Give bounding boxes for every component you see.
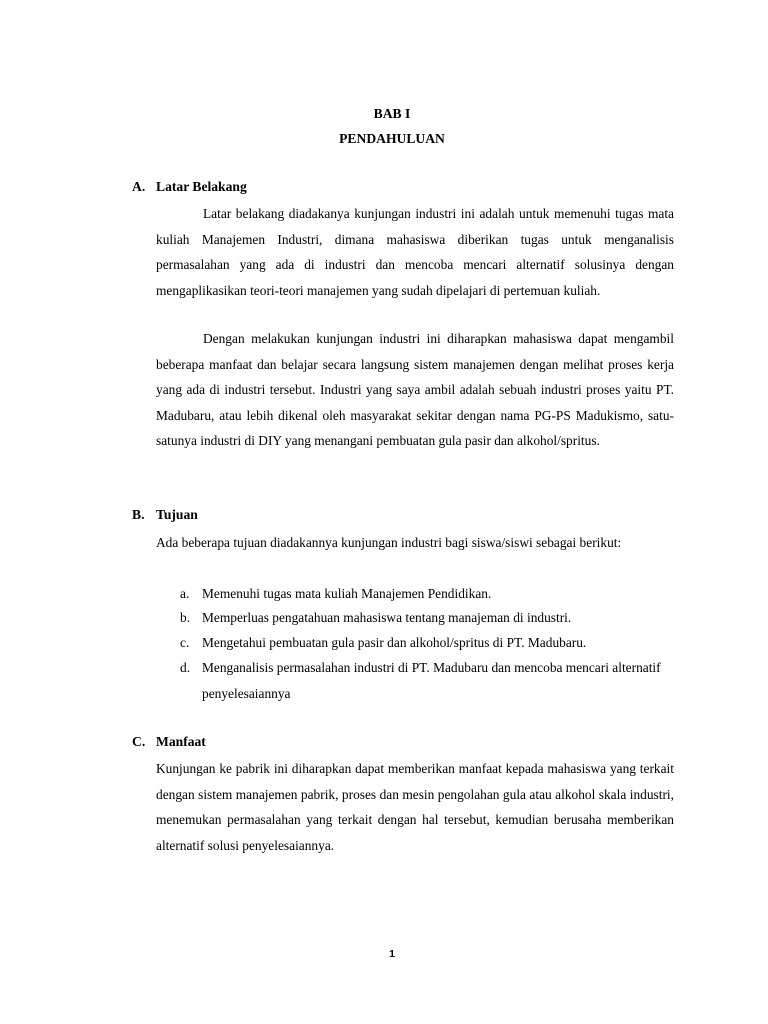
section-b-heading [132,507,198,523]
list-item [180,605,674,631]
section-c-heading [132,734,206,750]
list-item-text: Memenuhi tugas mata kuliah Manajemen Pendidikan. [202,586,492,601]
list-item [180,630,674,656]
section-c-letter: C. [132,734,146,749]
section-a-letter: A. [132,179,146,194]
list-item-text: Mengetahui pembuatan gula pasir dan alkohol/spritus di PT. Madubaru. [202,635,587,650]
list-item [180,655,674,707]
section-c-title: Manfaat [156,734,206,749]
section-b-intro: Ada beberapa tujuan diadakannya kunjungan industri bagi siswa/siswi sebagai berikut: [156,535,622,550]
list-item-text: Menganalisis permasalahan industri di PT. Madubaru dan mencoba mencari alternatif penyelesaiannya [202,660,661,701]
list-marker: a. [180,586,190,601]
section-a-paragraph-1: Latar belakang diadakanya kunjungan industri ini adalah untuk memenuhi tugas mata kuliah Manajemen Industri, dimana mahasiswa diberikan tugas untuk menganalisis permasalahan yang ada di industri dan mencoba mencari alternatif solusinya dengan mengaplikasikan teori-teori manajemen yang sudah dipelajari di pertemuan kuliah. [156,206,674,298]
section-a-heading [132,179,247,195]
list-marker: d. [180,660,191,675]
page-number: 1 [389,948,395,960]
list-marker: c. [180,635,190,650]
chapter-title: PENDAHULUAN [339,131,445,146]
section-b-title: Tujuan [156,507,198,522]
section-b-letter: B. [132,507,145,522]
section-c-paragraph: Kunjungan ke pabrik ini diharapkan dapat memberikan manfaat kepada mahasiswa yang terkait dengan sistem manajemen pabrik, proses dan mesin pengolahan gula atau alkohol skala industri, menemukan permasalahan yang terkait dengan hal tersebut, kemudian berusaha memberikan alternatif solusi penyelesaiannya. [156,761,674,853]
section-a-paragraph-2: Dengan melakukan kunjungan industri ini diharapkan mahasiswa dapat mengambil beberapa manfaat dan belajar secara langsung sistem manajemen dengan melihat proses kerja yang ada di industri tersebut. Industri yang saya ambil adalah sebuah industri proses yaitu PT. Madubaru, atau lebih dikenal oleh masyarakat sekitar dengan nama PG-PS Madukismo, satu-satunya industri di DIY yang menangani pembuatan gula pasir dan alkohol/spritus. [156,331,674,449]
list-marker: b. [180,610,191,625]
section-a-title: Latar Belakang [156,179,247,194]
list-item-text: Memperluas pengatahuan mahasiswa tentang manajeman di industri. [202,610,572,625]
chapter-number: BAB I [373,106,411,121]
list-item [180,581,674,607]
